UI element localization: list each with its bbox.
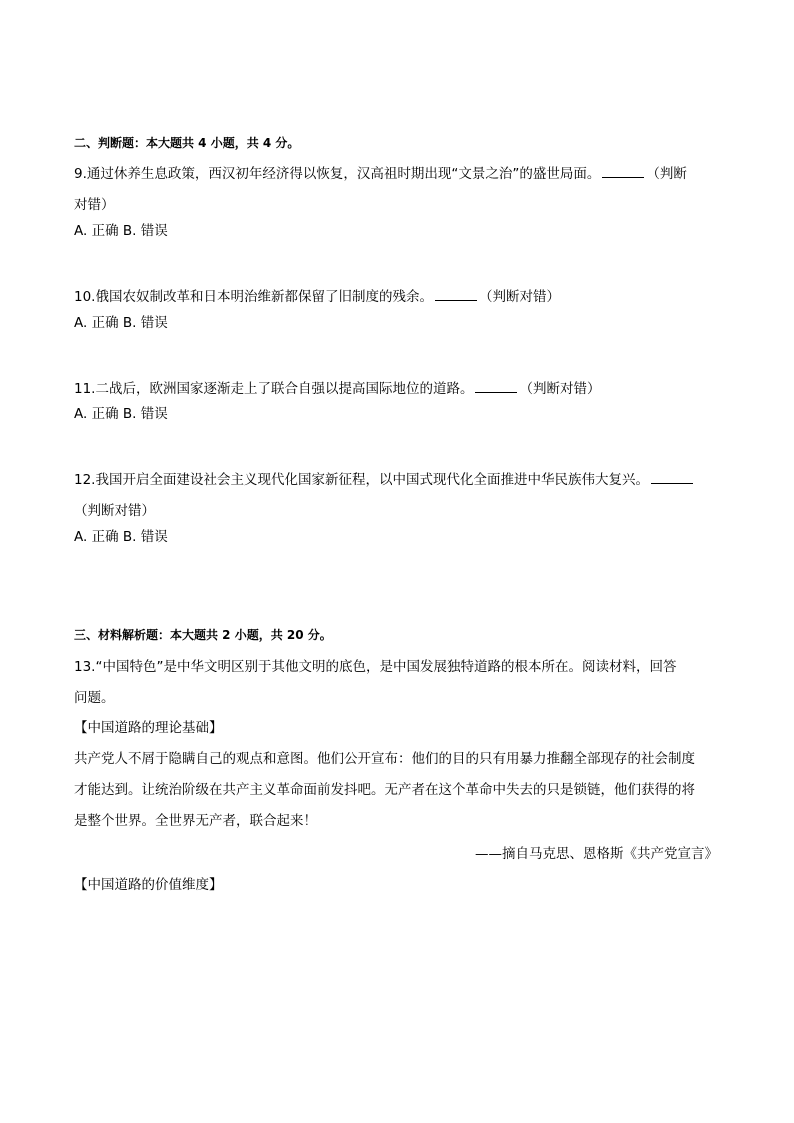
question-13-line-1: 13.“中国特色”是中华文明区别于其他文明的底色，是中国发展独特道路的根本所在。阅读材料，回答 <box>74 659 677 675</box>
section-heading-material: 三、材料解析题：本大题共 2 小题，共 20 分。 <box>74 628 332 642</box>
material-subheading-value: 【中国道路的价值维度】 <box>74 877 223 893</box>
question-10-suffix: （判断对错） <box>478 289 560 305</box>
material-text-line-3: 是整个世界。全世界无产者，联合起来！ <box>74 813 317 829</box>
question-9-suffix: （判断 <box>646 166 687 182</box>
answer-blank[interactable] <box>651 471 693 484</box>
answer-blank[interactable] <box>435 288 477 301</box>
section-heading-judgement: 二、判断题：本大题共 4 小题，共 4 分。 <box>74 136 300 150</box>
question-9-options: A. 正确 B. 错误 <box>74 223 168 239</box>
question-12-text: 12.我国开启全面建设社会主义现代化国家新征程，以中国式现代化全面推进中华民族伟大复兴。 <box>74 472 649 488</box>
question-11-options: A. 正确 B. 错误 <box>74 406 168 422</box>
question-9-line-2: 对错） <box>74 197 115 213</box>
question-10-line-1 <box>74 288 560 306</box>
question-10-text: 10.俄国农奴制改革和日本明治维新都保留了旧制度的残余。 <box>74 289 433 305</box>
question-12-options: A. 正确 B. 错误 <box>74 529 168 545</box>
question-11-suffix: （判断对错） <box>519 381 601 397</box>
question-12-line-1 <box>74 471 695 489</box>
material-text-line-2: 才能达到。让统治阶级在共产主义革命面前发抖吧。无产者在这个革命中失去的只是锁链，他们获得的将 <box>74 782 695 798</box>
question-11-text: 11.二战后，欧洲国家逐渐走上了联合自强以提高国际地位的道路。 <box>74 381 474 397</box>
question-9-text: 9.通过休养生息政策，西汉初年经济得以恢复，汉高祖时期出现“文景之治”的盛世局面。 <box>74 166 601 182</box>
material-subheading-theory: 【中国道路的理论基础】 <box>74 720 223 736</box>
question-13-line-2: 问题。 <box>74 690 115 706</box>
material-text-line-1: 共产党人不屑于隐瞒自己的观点和意图。他们公开宣布：他们的目的只有用暴力推翻全部现存的社会制度 <box>74 751 695 767</box>
question-12-line-2: （判断对错） <box>74 503 155 519</box>
question-9-line-1 <box>74 165 687 183</box>
answer-blank[interactable] <box>475 380 517 393</box>
material-source: ——摘自马克思、恩格斯《共产党宣言》 <box>475 846 718 862</box>
question-10-options: A. 正确 B. 错误 <box>74 315 168 331</box>
answer-blank[interactable] <box>602 165 644 178</box>
question-11-line-1 <box>74 380 600 398</box>
